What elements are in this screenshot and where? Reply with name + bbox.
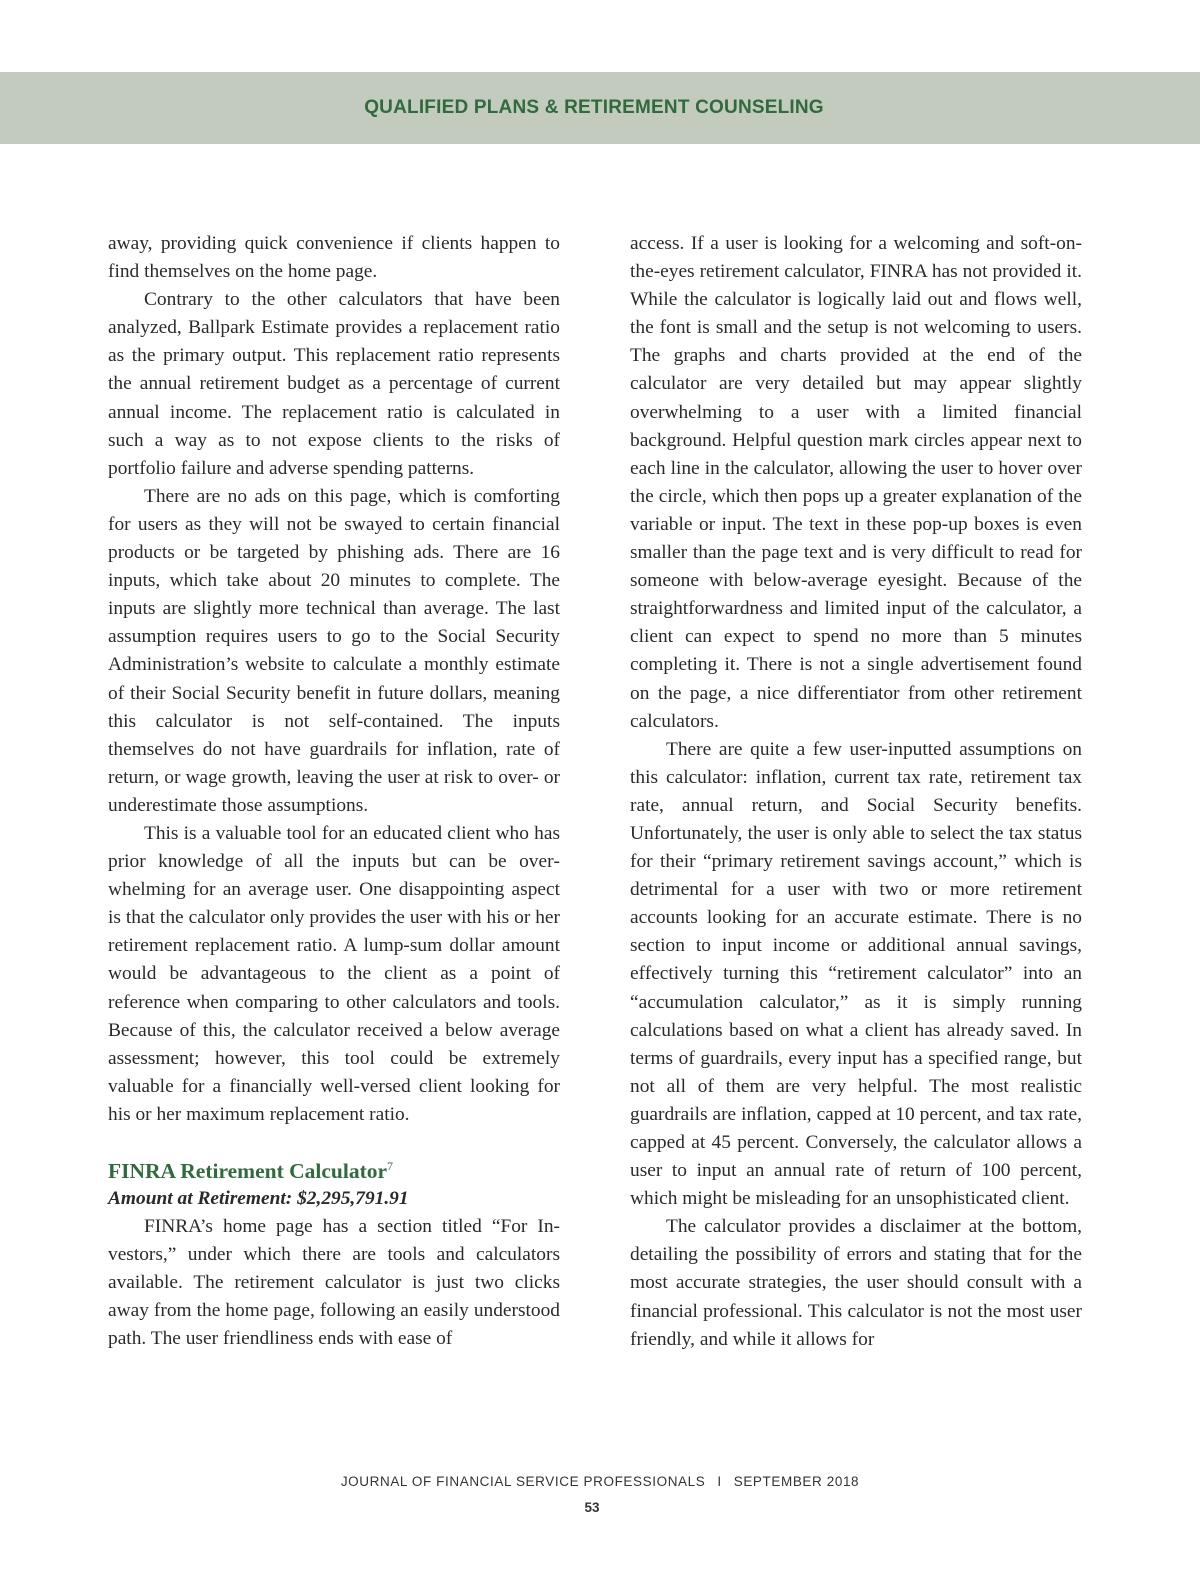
section-heading (108, 1157, 560, 1185)
running-header-band (0, 72, 1200, 144)
body-paragraph: Contrary to the other calculators that have been analyzed, Ballpark Estimate provides a replacement ratio as the primary output. This replacement ratio represents the annual retirement budget as a percentage of current annual income. The replacement ratio is calculated in such a way as to not expose clients to the risks of portfolio failure and adverse spending patterns. (108, 289, 560, 479)
body-paragraph: The calculator provides a disclaimer at the bottom, detailing the possibility of errors and stating that for the most accurate strategies, the user should consult with a financial professional. This calculator is not the most user friendly, and while it allows for (630, 1216, 1082, 1350)
body-paragraph: There are quite a few user-inputted assumptions on this calculator: inflation, current tax rate, retirement tax rate, annual return, and Social Security benefits. Unfortunately, the user is only able to select the tax status for their “primary retirement savings account,” which is detrimental for a user with two or more retirement accounts looking for an accurate estimate. There is no section to input income or additional annual savings, effectively turning this “retirement calculator” into an “accumulation calculator,” as it is simply running calculations based on what a client has already saved. In terms of guardrails, every input has a specified range, but not all of them are very helpful. The most realistic guardrails are inflation, capped at 10 percent, and tax rate, capped at 45 percent. Conversely, the calculator allows a user to input an annual rate of return of 100 percent, which might be misleading for an unsophisticated client. (630, 738, 1082, 1210)
footnote-marker: 7 (387, 1158, 394, 1173)
footer-separator: I (717, 1474, 722, 1489)
body-paragraph: away, providing quick convenience if clients happen to find themselves on the home page. (108, 233, 560, 283)
right-column (630, 230, 1082, 1354)
section-heading-text: FINRA Retirement Calculator (108, 1159, 388, 1183)
running-footer (0, 1474, 1200, 1489)
body-paragraph: access. If a user is looking for a welcoming and soft-on-the-eyes retirement calculator, FINRA has not provided it. While the calculator is logically laid out and flows well, the font is small and the setup is not welcoming to users. The graphs and charts provided at the end of the calculator are very detailed but may appear slightly overwhelming to a user with a limited financial background. Helpful question mark circles appear next to each line in the calculator, allowing the user to hover over the circle, which then pops up a greater explanation of the variable or input. The text in these pop-up boxes is even smaller than the page text and is very difficult to read for someone with below-average eyesight. Because of the straightforwardness and limited input of the calculator, a client can expect to spend no more than 5 minutes completing it. There is not a single advertisement found on the page, a nice differentiator from other retirement calculators. (630, 233, 1082, 732)
left-column (108, 230, 560, 1354)
body-paragraph: There are no ads on this page, which is comforting for users as they will not be swayed to certain financial products or be targeted by phishing ads. There are 16 inputs, which take about 20 minutes to complete. The inputs are slightly more technical than average. The last assumption requires users to go to the Social Security Administration’s website to calculate a monthly estimate of their Social Security benefit in future dollars, meaning this calculator is not self-contained. The inputs themselves do not have guardrails for inflation, rate of return, or wage growth, leaving the user at risk to over- or underestimate those assumptions. (108, 485, 560, 816)
body-paragraph: FINRA’s home page has a section titled “For Investors,” under which there are tools and calculators available. The retirement calculator is just two clicks away from the home page, following an easily understood path. The user friendliness ends with ease of (108, 1216, 560, 1350)
running-header-title: QUALIFIED PLANS & RETIREMENT COUNSELING (364, 97, 824, 118)
page-number: 53 (584, 1500, 600, 1515)
amount-at-retirement: Amount at Retirement: $2,295,791.91 (108, 1188, 409, 1209)
journal-name: JOURNAL OF FINANCIAL SERVICE PROFESSIONALS (340, 1474, 706, 1489)
issue-date: SEPTEMBER 2018 (733, 1474, 860, 1489)
body-paragraph: This is a valuable tool for an educated client who has prior knowledge of all the inputs but can be overwhelming for an average user. One disappointing aspect is that the calculator only provides the user with his or her retirement replacement ratio. A lump-sum dollar amount would be advantageous to the client as a point of reference when comparing to other calculators and tools. Because of this, the calculator received a below average assessment; however, this tool could be extremely valuable for a financially well-versed client looking for his or her maximum replacement ratio. (108, 822, 560, 1125)
